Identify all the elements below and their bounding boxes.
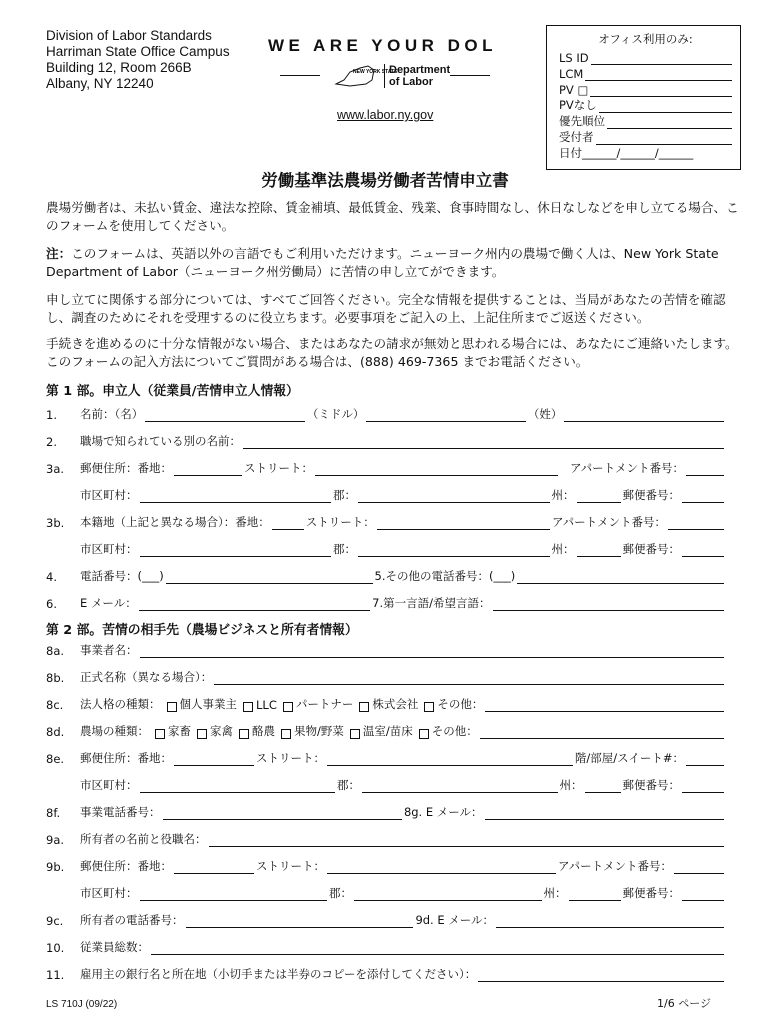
owner-name-field[interactable] bbox=[209, 833, 725, 847]
row-8e-city: 市区町村： 郡： 州： 郵便番号： bbox=[46, 773, 726, 793]
owner-city-field[interactable] bbox=[140, 887, 328, 901]
row-8a-business-name: 8a. 事業者名： bbox=[46, 638, 726, 658]
biz-email-field[interactable] bbox=[485, 806, 724, 820]
last-name-field[interactable] bbox=[564, 408, 724, 422]
language-field[interactable] bbox=[493, 597, 724, 611]
checkbox-entity-other[interactable] bbox=[424, 702, 434, 712]
biz-phone-field[interactable] bbox=[163, 806, 402, 820]
address-line: Division of Labor Standards bbox=[46, 28, 212, 43]
page-number: 1/6 ページ bbox=[657, 997, 711, 1010]
row-8c-entity-type: 8c. 法人格の種類： 個人事業主 LLC パートナー 株式会社 その他： bbox=[46, 692, 726, 712]
dol-logo bbox=[280, 62, 490, 92]
address-line: Albany, NY 12240 bbox=[46, 76, 154, 91]
county-field[interactable] bbox=[358, 489, 550, 503]
owner-house-number-field[interactable] bbox=[174, 860, 254, 874]
apt-field[interactable] bbox=[686, 462, 724, 476]
home-zip-field[interactable] bbox=[682, 543, 724, 557]
legal-name-field[interactable] bbox=[214, 671, 724, 685]
row-3b-city: 市区町村： 郡： 州： 郵便番号： bbox=[46, 537, 726, 557]
note-label: 注： bbox=[46, 246, 72, 261]
row-10-employees: 10. 従業員総数： bbox=[46, 935, 726, 955]
owner-street-field[interactable] bbox=[327, 860, 556, 874]
checkbox-livestock[interactable] bbox=[155, 729, 165, 739]
other-phone-field[interactable] bbox=[517, 570, 724, 584]
phone-field[interactable] bbox=[166, 570, 373, 584]
office-field-ls-id: LS ID bbox=[559, 49, 732, 65]
owner-state-field[interactable] bbox=[569, 887, 621, 901]
seal-text: NEW YORK STATE bbox=[353, 69, 398, 75]
state-field[interactable] bbox=[577, 489, 621, 503]
form-title: 労働基準法農場労働者苦情申立書 bbox=[261, 171, 509, 190]
dept-name: Department of Labor bbox=[384, 64, 450, 88]
home-city-field[interactable] bbox=[140, 543, 332, 557]
biz-zip-field[interactable] bbox=[682, 779, 724, 793]
checkbox-corporation[interactable] bbox=[359, 702, 369, 712]
owner-email-field[interactable] bbox=[496, 914, 724, 928]
row-8f-business-phone: 8f. 事業電話番号： 8g. E メール： bbox=[46, 800, 726, 820]
logo-rule-left bbox=[280, 75, 320, 76]
nys-map-icon bbox=[330, 62, 398, 90]
biz-city-field[interactable] bbox=[140, 779, 336, 793]
alias-field[interactable] bbox=[243, 435, 724, 449]
house-number-field[interactable] bbox=[174, 462, 242, 476]
owner-county-field[interactable] bbox=[354, 887, 542, 901]
city-field[interactable] bbox=[140, 489, 332, 503]
checkbox-partnership[interactable] bbox=[283, 702, 293, 712]
biz-county-field[interactable] bbox=[362, 779, 558, 793]
note-text: このフォームは、英語以外の言語でもご利用いただけます。ニューヨーク州内の農場で働く人は、New York State Department of Labor（ニューヨーク州労働局）に苦情の申し立てができます。 bbox=[46, 246, 719, 279]
home-state-field[interactable] bbox=[577, 543, 621, 557]
row-1-name: 1. 名前：（名） （ミドル） （姓） bbox=[46, 402, 726, 422]
checkbox-farm-other[interactable] bbox=[419, 729, 429, 739]
checkbox-fruit-vegetable[interactable] bbox=[281, 729, 291, 739]
row-9c-owner-phone: 9c. 所有者の電話番号： 9d. E メール： bbox=[46, 908, 726, 928]
website-link[interactable]: www.labor.ny.gov bbox=[337, 108, 434, 122]
row-8b-legal-name: 8b. 正式名称（異なる場合）： bbox=[46, 665, 726, 685]
checkbox-greenhouse[interactable] bbox=[350, 729, 360, 739]
office-field-priority: 優先順位 bbox=[559, 113, 732, 129]
address-line: Harriman State Office Campus bbox=[46, 44, 230, 59]
office-use-title: オフィス利用のみ: bbox=[598, 32, 693, 46]
email-field[interactable] bbox=[139, 597, 370, 611]
office-field-lcm: LCM bbox=[559, 65, 732, 81]
office-field-received-by: 受付者 bbox=[559, 129, 732, 145]
bank-field[interactable] bbox=[478, 968, 724, 982]
home-street-field[interactable] bbox=[377, 516, 550, 530]
slogan: WE ARE YOUR DOL bbox=[268, 36, 498, 55]
first-name-field[interactable] bbox=[145, 408, 305, 422]
row-9a-owner-name: 9a. 所有者の名前と役職名： bbox=[46, 827, 726, 847]
row-3a-city: 市区町村： 郡： 州： 郵便番号： bbox=[46, 483, 726, 503]
checkbox-sole-proprietor[interactable] bbox=[167, 702, 177, 712]
home-apt-field[interactable] bbox=[668, 516, 724, 530]
office-received-by-input[interactable] bbox=[596, 133, 733, 145]
checkbox-llc[interactable] bbox=[243, 702, 253, 712]
office-lcm-input[interactable] bbox=[585, 69, 732, 81]
form-id: LS 710J (09/22) bbox=[46, 999, 118, 1010]
owner-apt-field[interactable] bbox=[674, 860, 724, 874]
row-8e-business-address: 8e. 郵便住所：番地： ストリート： 階/部屋/スイート#： bbox=[46, 746, 726, 766]
part2-heading: 第 2 部。苦情の相手先（農場ビジネスと所有者情報） bbox=[46, 623, 358, 638]
row-11-bank: 11. 雇用主の銀行名と所在地（小切手または半券のコピーを添付してください）： bbox=[46, 962, 726, 982]
biz-state-field[interactable] bbox=[585, 779, 621, 793]
zip-field[interactable] bbox=[682, 489, 724, 503]
address-line: Building 12, Room 266B bbox=[46, 60, 192, 75]
employees-field[interactable] bbox=[151, 941, 724, 955]
office-use-box bbox=[546, 25, 741, 170]
checkbox-dairy[interactable] bbox=[239, 729, 249, 739]
office-ls-id-input[interactable] bbox=[591, 53, 732, 65]
home-county-field[interactable] bbox=[358, 543, 550, 557]
biz-street-field[interactable] bbox=[327, 752, 573, 766]
row-6-email: 6. E メール： 7.第一言語/希望言語： bbox=[46, 591, 726, 611]
row-9b-city: 市区町村： 郡： 州： 郵便番号： bbox=[46, 881, 726, 901]
part1-heading: 第 1 部。申立人（従業員/苦情申立人情報） bbox=[46, 384, 299, 399]
instructions-paragraph: 申し立てに関係する部分については、すべてご回答ください。完全な情報を提供することは、当局があなたの苦情を確認し、調査のためにそれを受理するのに役立ちます。必要事項をご記入の上、上記住所までご返送ください。 bbox=[46, 292, 726, 325]
home-house-number-field[interactable] bbox=[272, 516, 304, 530]
owner-phone-field[interactable] bbox=[186, 914, 414, 928]
biz-suite-field[interactable] bbox=[686, 752, 724, 766]
checkbox-poultry[interactable] bbox=[197, 729, 207, 739]
office-priority-input[interactable] bbox=[607, 117, 732, 129]
middle-name-field[interactable] bbox=[366, 408, 526, 422]
row-3a-mailing-address: 3a. 郵便住所：番地： ストリート： アパートメント番号： bbox=[46, 456, 726, 476]
row-8d-farm-type: 8d. 農場の種類： 家畜 家禽 酪農 果物/野菜 温室/苗床 その他： bbox=[46, 719, 726, 739]
office-field-pv: PV □ bbox=[559, 81, 732, 97]
owner-zip-field[interactable] bbox=[682, 887, 724, 901]
office-field-date[interactable]: 日付______/______/______ bbox=[559, 146, 694, 160]
row-3b-home-address: 3b. 本籍地（上記と異なる場合）：番地： ストリート： アパートメント番号： bbox=[46, 510, 726, 530]
office-field-no-pv: PVなし bbox=[559, 97, 732, 113]
row-2-alias: 2. 職場で知られている別の名前： bbox=[46, 429, 726, 449]
row-9b-owner-address: 9b. 郵便住所：番地： ストリート： アパートメント番号： bbox=[46, 854, 726, 874]
agency-address bbox=[46, 28, 230, 92]
contact-paragraph: 手続きを進めるのに十分な情報がない場合、またはあなたの請求が無効と思われる場合には、あなたにご連絡いたします。このフォームの記入方法についてご質問がある場合は、(888) 469-7365 までお電話ください。 bbox=[46, 336, 738, 369]
farm-other-field[interactable] bbox=[480, 725, 724, 739]
note-paragraph bbox=[46, 245, 746, 281]
row-4-phone: 4. 電話番号：(___) 5.その他の電話番号：(___) bbox=[46, 564, 726, 584]
office-pv-input[interactable] bbox=[590, 85, 732, 97]
logo-rule-right bbox=[450, 75, 490, 76]
entity-other-field[interactable] bbox=[485, 698, 724, 712]
office-no-pv-input[interactable] bbox=[599, 101, 732, 113]
business-name-field[interactable] bbox=[140, 644, 725, 658]
intro-paragraph: 農場労働者は、未払い賃金、違法な控除、賃金補填、最低賃金、残業、食事時間なし、休日なしなどを申し立てる場合、このフォームを使用してください。 bbox=[46, 200, 739, 233]
biz-house-number-field[interactable] bbox=[174, 752, 254, 766]
street-field[interactable] bbox=[315, 462, 558, 476]
